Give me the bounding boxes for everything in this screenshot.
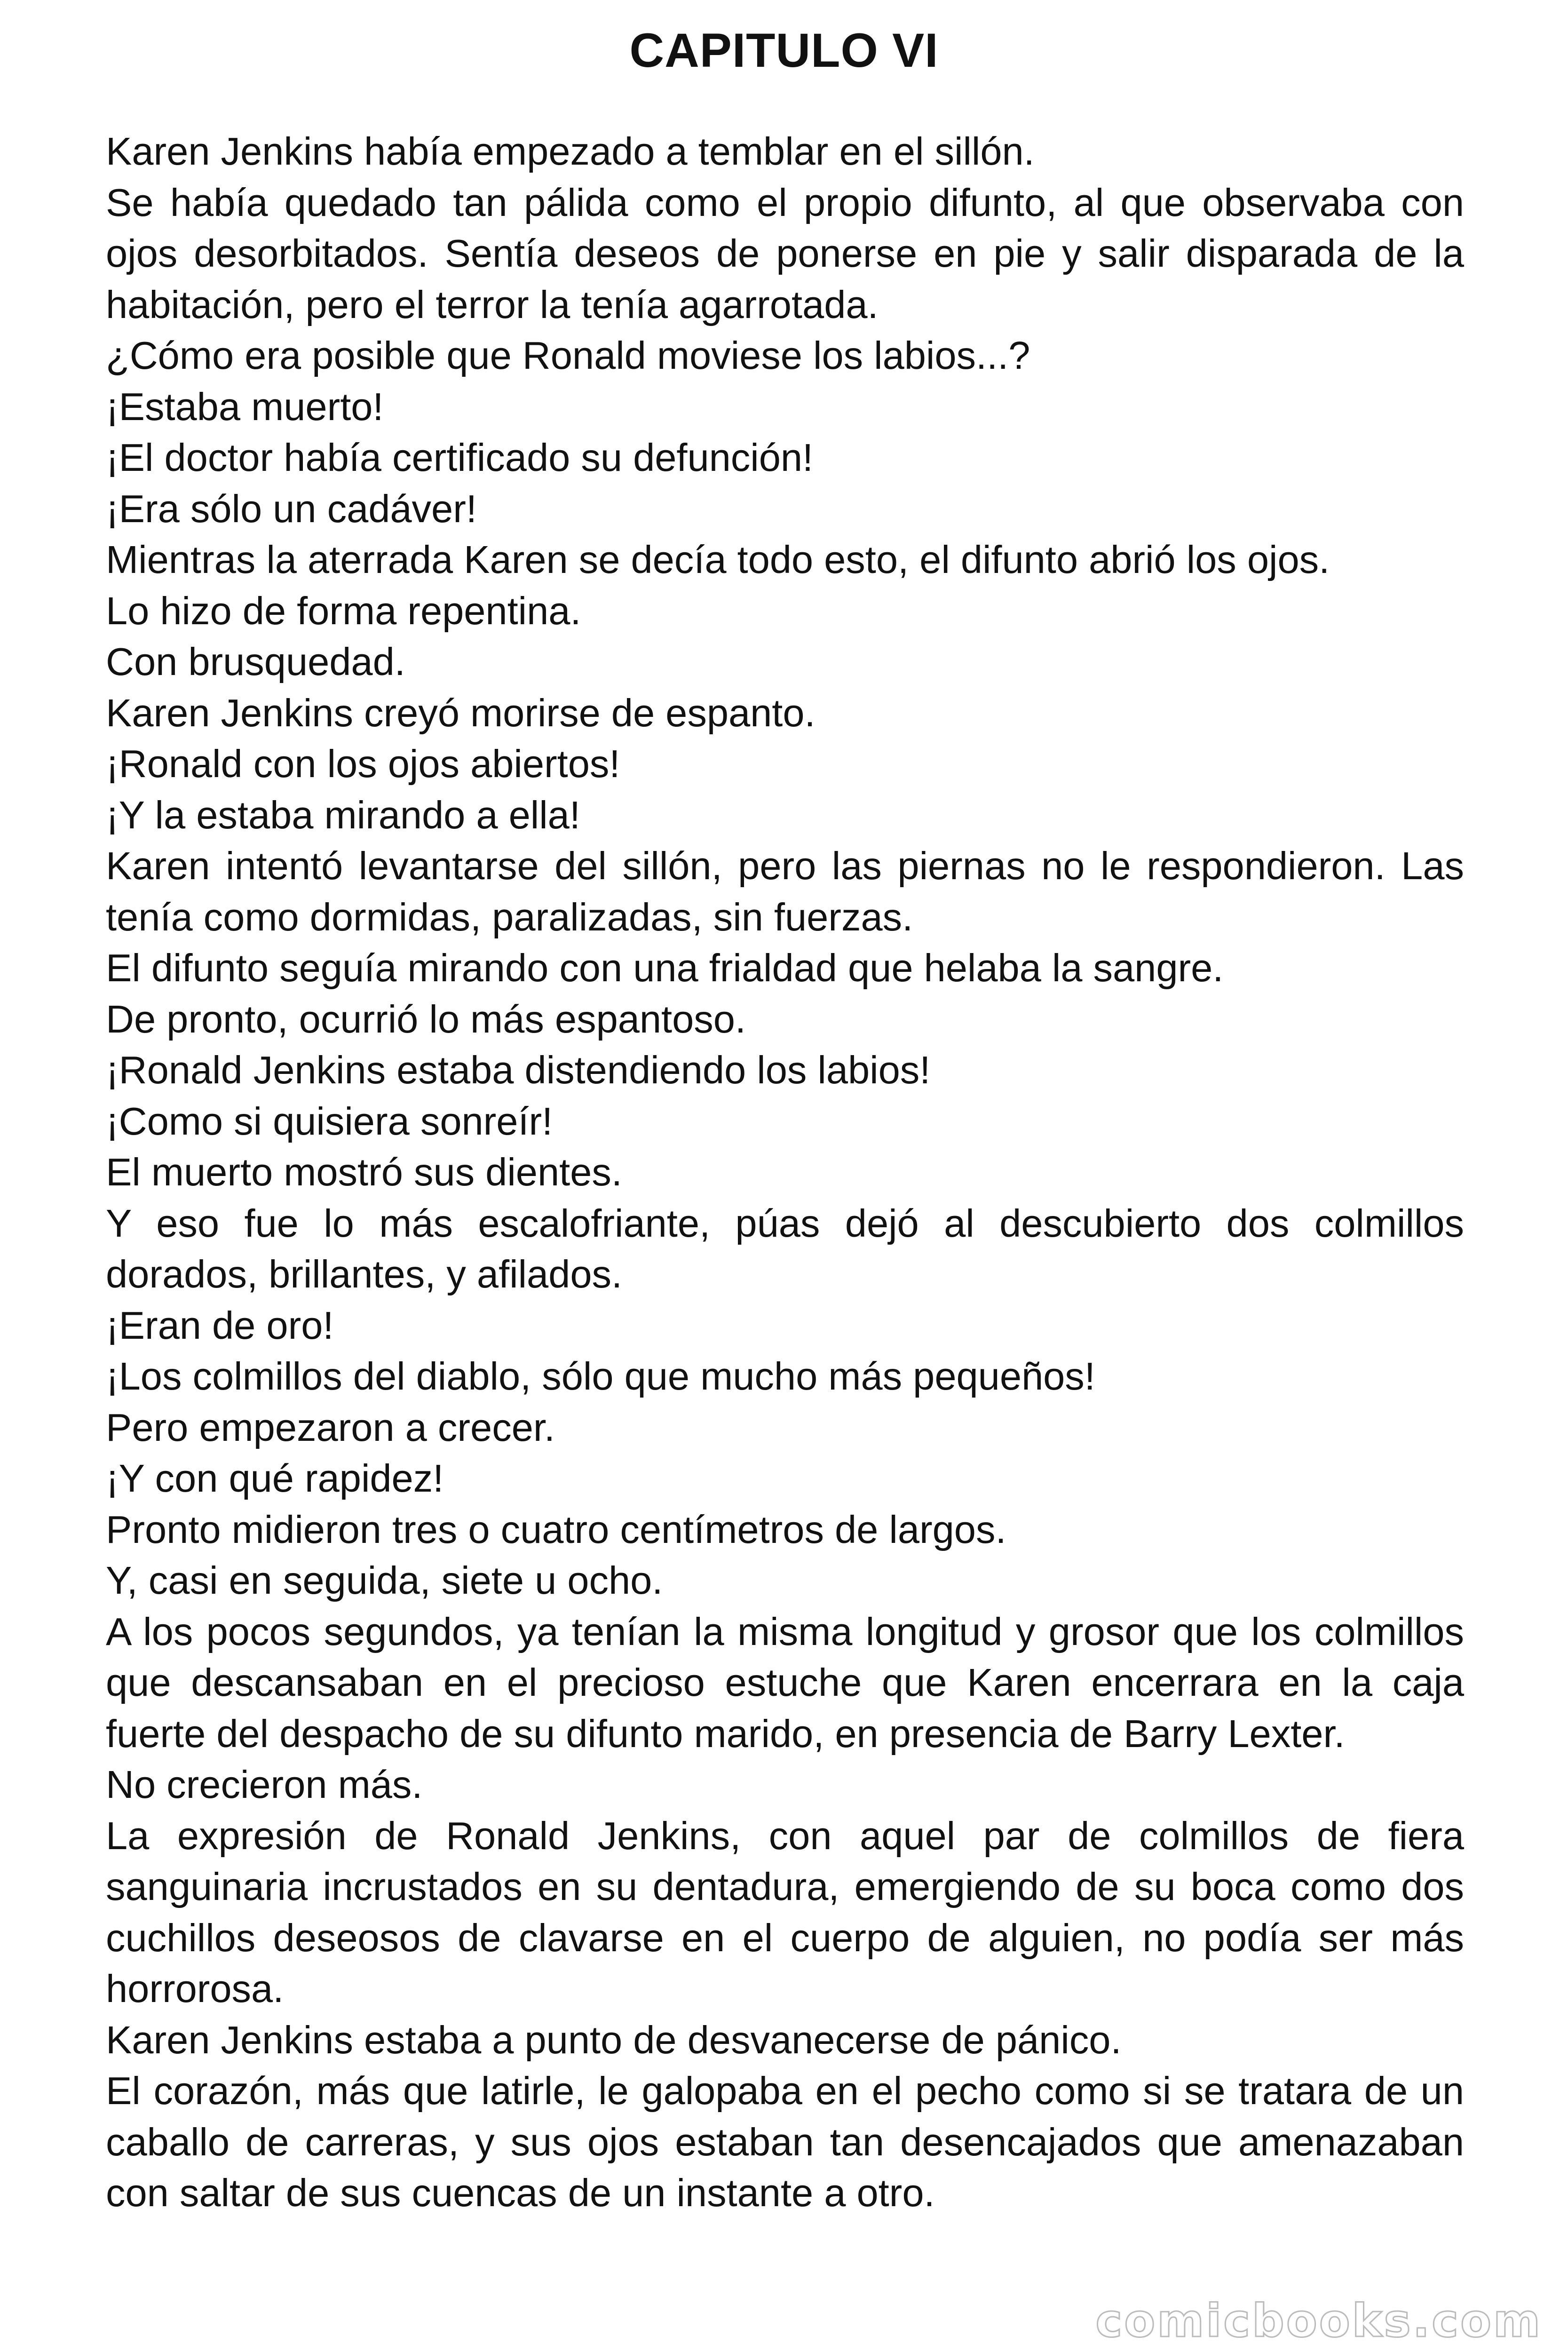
paragraph: La expresión de Ronald Jenkins, con aquel par de colmillos de fiera sanguinaria incrustados en su dentadura, emergiendo de su boca como dos cuchillos deseosos de clavarse en el cuerpo de alguien, no podía ser más horrorosa.: [106, 1813, 1464, 2010]
watermark-logo: comicbooks.com: [1095, 2295, 1542, 2347]
paragraph: Y, casi en seguida, siete u ocho.: [106, 1558, 663, 1602]
paragraph: Lo hizo de forma repentina.: [106, 588, 581, 633]
paragraph: ¡Como si quisiera sonreír!: [106, 1099, 553, 1143]
paragraph: ¡Y la estaba mirando a ella!: [106, 793, 580, 837]
paragraph: Pero empezaron a crecer.: [106, 1405, 555, 1449]
paragraph: Karen Jenkins había empezado a temblar en el sillón.: [106, 129, 1035, 173]
paragraph: Karen intentó levantarse del sillón, pero las piernas no le respondieron. Las tenía como dormidas, paralizadas, sin fuerzas.: [106, 844, 1464, 939]
paragraph: No crecieron más.: [106, 1763, 423, 1806]
paragraph: ¿Cómo era posible que Ronald moviese los labios...?: [106, 334, 1030, 377]
paragraph: ¡El doctor había certificado su defunción!: [106, 436, 814, 479]
paragraph: A los pocos segundos, ya tenían la misma longitud y grosor que los colmillos que descansaban en el precioso estuche que Karen encerrara en la caja fuerte del despacho de su difunto marido, en presencia de Barry Lexter.: [106, 1609, 1464, 1756]
paragraph: El muerto mostró sus dientes.: [106, 1150, 622, 1194]
paragraph: ¡Era sólo un cadáver!: [106, 486, 477, 531]
paragraph: Con brusquedad.: [106, 640, 405, 683]
paragraph: Y eso fue lo más escalofriante, púas dejó al descubierto dos colmillos dorados, brillantes, y afilados.: [106, 1201, 1464, 1296]
paragraph: Se había quedado tan pálida como el propio difunto, al que observaba con ojos desorbitados. Sentía deseos de ponerse en pie y salir disparada de la habitación, pero el terror la tenía agarrotada.: [106, 180, 1464, 326]
paragraph: ¡Ronald Jenkins estaba distendiendo los labios!: [106, 1048, 931, 1092]
paragraph: Karen Jenkins estaba a punto de desvanecerse de pánico.: [106, 2018, 1122, 2062]
paragraph: ¡Y con qué rapidez!: [106, 1456, 444, 1500]
paragraph: ¡Ronald con los ojos abiertos!: [106, 742, 620, 786]
body-text: [106, 126, 1464, 2219]
paragraph: De pronto, ocurrió lo más espantoso.: [106, 997, 746, 1041]
paragraph: Mientras la aterrada Karen se decía todo esto, el difunto abrió los ojos.: [106, 538, 1330, 581]
paragraph: El difunto seguía mirando con una frialdad que helaba la sangre.: [106, 946, 1224, 990]
paragraph: ¡Los colmillos del diablo, sólo que mucho más pequeños!: [106, 1354, 1095, 1398]
paragraph: ¡Estaba muerto!: [106, 384, 384, 429]
paragraph: ¡Eran de oro!: [106, 1303, 334, 1347]
paragraph: El corazón, más que latirle, le galopaba en el pecho como si se tratara de un caballo de carreras, y sus ojos estaban tan desencajados que amenazaban con saltar de sus cuencas de un instante a otro.: [106, 2069, 1464, 2215]
chapter-title: CAPITULO VI: [629, 24, 939, 77]
paragraph: Pronto midieron tres o cuatro centímetros de largos.: [106, 1507, 1006, 1551]
paragraph: Karen Jenkins creyó morirse de espanto.: [106, 691, 816, 735]
